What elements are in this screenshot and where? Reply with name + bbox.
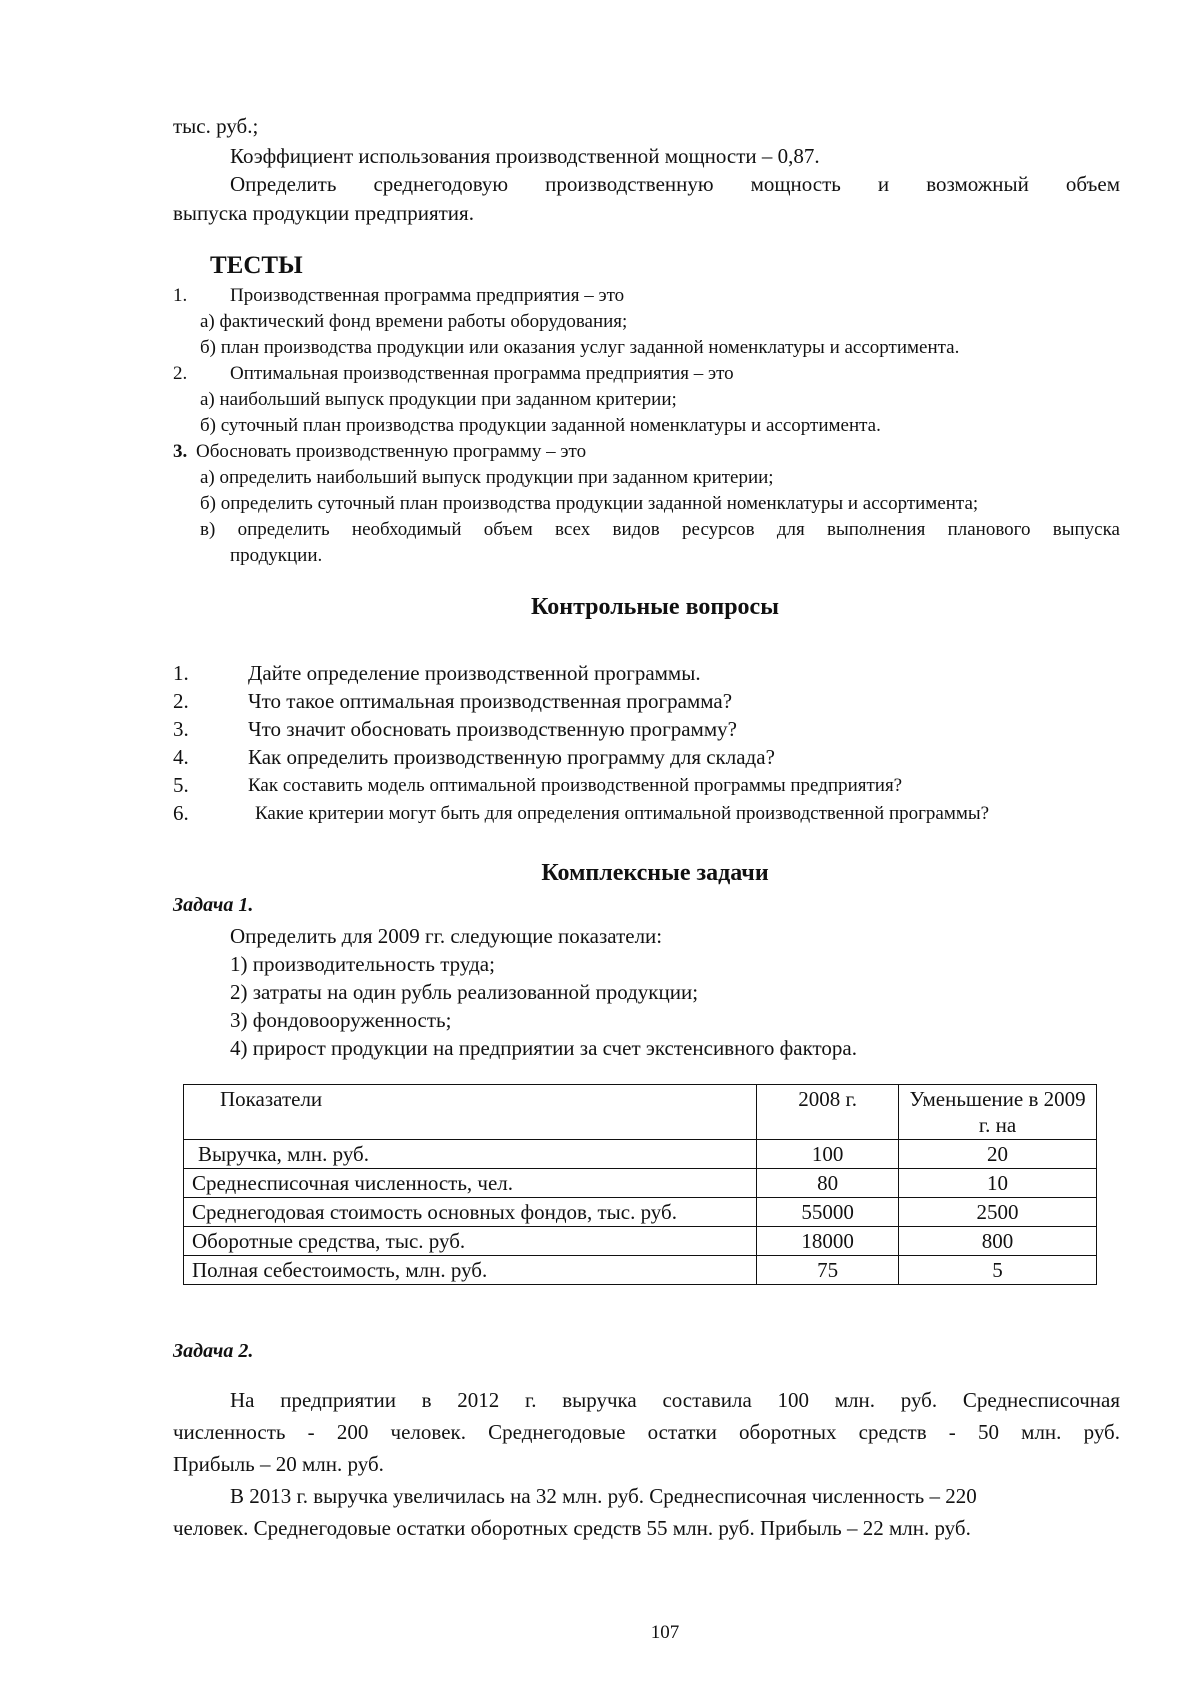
intro-line-2: Коэффициент использования производственной мощности – 0,87. xyxy=(230,144,820,168)
table-cell: 800 xyxy=(899,1227,1097,1256)
task-2-paragraph-2-line-2: человек. Среднегодовые остатки оборотных средств 55 млн. руб. Прибыль – 22 млн. руб. xyxy=(173,1516,971,1540)
task-2-paragraph-1-line-1: На предприятии в 2012 г. выручка составила 100 млн. руб. Среднесписочная xyxy=(230,1388,1120,1412)
control-question-number: 5. xyxy=(173,773,189,797)
page-number: 107 xyxy=(650,1622,680,1643)
test-q1-option-a: а) фактический фонд времени работы оборудования; xyxy=(200,311,628,332)
test-q2-option-b: б) суточный план производства продукции заданной номенклатуры и ассортимента. xyxy=(200,415,881,436)
table-row xyxy=(184,1169,1097,1198)
table-cell: 20 xyxy=(899,1140,1097,1169)
control-question-text: Дайте определение производственной программы. xyxy=(248,661,701,685)
test-q2-option-a: а) наибольший выпуск продукции при заданном критерии; xyxy=(200,389,677,410)
table-row xyxy=(184,1256,1097,1285)
task-1-label: Задача 1. xyxy=(173,894,254,916)
task-2-paragraph-2-line-1: В 2013 г. выручка увеличилась на 32 млн. руб. Среднесписочная численность – 220 xyxy=(230,1484,977,1508)
test-q2-number: 2. xyxy=(173,363,188,384)
test-q1-text: Производственная программа предприятия – это xyxy=(230,285,625,306)
control-question-text: Как определить производственную программу для склада? xyxy=(248,745,775,769)
table-cell: Среднесписочная численность, чел. xyxy=(184,1169,757,1198)
test-q3-text: Обосновать производственную программу – это xyxy=(196,441,587,462)
task-1-line: 1) производительность труда; xyxy=(230,952,495,976)
control-question-number: 6. xyxy=(173,801,189,825)
control-question-number: 4. xyxy=(173,745,189,769)
table-cell: 5 xyxy=(899,1256,1097,1285)
table-cell: 100 xyxy=(757,1140,899,1169)
test-q1-option-b: б) план производства продукции или оказания услуг заданной номенклатуры и ассортимента. xyxy=(200,337,960,358)
table-cell: Полная себестоимость, млн. руб. xyxy=(184,1256,757,1285)
control-question-number: 3. xyxy=(173,717,189,741)
control-question-text: Что такое оптимальная производственная программа? xyxy=(248,689,733,713)
control-question-number: 1. xyxy=(173,661,189,685)
test-q3-option-c-continued: продукции. xyxy=(230,545,323,566)
table-cell: 10 xyxy=(899,1169,1097,1198)
table-header-cell: 2008 г. xyxy=(757,1085,899,1140)
task-1-line: 3) фондовооруженность; xyxy=(230,1008,452,1032)
test-q1-number: 1. xyxy=(173,285,188,306)
task-1-line: 2) затраты на один рубль реализованной продукции; xyxy=(230,980,699,1004)
table-header-row xyxy=(184,1085,1097,1140)
table-row xyxy=(184,1198,1097,1227)
table-row xyxy=(184,1227,1097,1256)
table-cell: 80 xyxy=(757,1169,899,1198)
task-2-paragraph-1-line-2: численность - 200 человек. Среднегодовые остатки оборотных средств - 50 млн. руб. xyxy=(173,1420,1120,1444)
task-1-line: 4) прирост продукции на предприятии за счет экстенсивного фактора. xyxy=(230,1036,857,1060)
task-2-label: Задача 2. xyxy=(173,1340,254,1362)
table-cell: Выручка, млн. руб. xyxy=(184,1140,757,1169)
intro-line-1: тыс. руб.; xyxy=(173,114,259,138)
intro-line-3: Определить среднегодовую производственную мощность и возможный объем xyxy=(230,172,1120,196)
indicators-table xyxy=(183,1084,1097,1285)
table-cell: 55000 xyxy=(757,1198,899,1227)
task-1-line: Определить для 2009 гг. следующие показатели: xyxy=(230,924,663,948)
control-questions-heading: Контрольные вопросы xyxy=(531,594,779,620)
task-2-paragraph-1-line-3: Прибыль – 20 млн. руб. xyxy=(173,1452,384,1476)
table-cell: 18000 xyxy=(757,1227,899,1256)
control-question-number: 2. xyxy=(173,689,189,713)
test-q3-option-a: а) определить наибольший выпуск продукции при заданном критерии; xyxy=(200,467,774,488)
intro-line-4: выпуска продукции предприятия. xyxy=(173,201,474,225)
tests-heading: ТЕСТЫ xyxy=(210,252,303,279)
test-q3-number: 3. xyxy=(173,441,188,462)
control-question-text: Какие критерии могут быть для определения оптимальной производственной программы? xyxy=(255,803,990,824)
test-q3-option-b: б) определить суточный план производства продукции заданной номенклатуры и ассортимента; xyxy=(200,493,979,514)
control-question-text: Что значит обосновать производственную программу? xyxy=(248,717,737,741)
table-cell: 75 xyxy=(757,1256,899,1285)
table-header-cell: Показатели xyxy=(184,1085,757,1140)
table-cell: 2500 xyxy=(899,1198,1097,1227)
table-row xyxy=(184,1140,1097,1169)
table-header-cell: Уменьшение в 2009 г. на xyxy=(899,1085,1097,1140)
control-question-text: Как составить модель оптимальной производственной программы предприятия? xyxy=(248,775,903,796)
test-q3-option-c: в) определить необходимый объем всех видов ресурсов для выполнения планового выпуска xyxy=(200,519,1120,540)
complex-tasks-heading: Комплексные задачи xyxy=(541,860,769,886)
table-cell: Среднегодовая стоимость основных фондов, тыс. руб. xyxy=(184,1198,757,1227)
table-cell: Оборотные средства, тыс. руб. xyxy=(184,1227,757,1256)
test-q2-text: Оптимальная производственная программа предприятия – это xyxy=(230,363,734,384)
